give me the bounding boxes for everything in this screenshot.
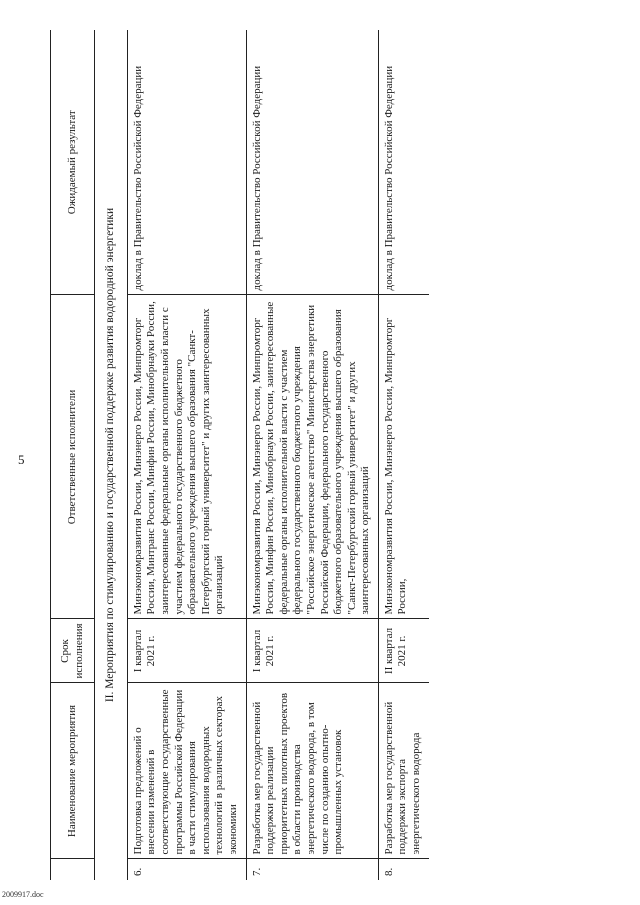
row-executors: Минэкономразвития России, Минэнерго России, Минпромторг России, [378, 295, 428, 619]
header-result: Ожидаемый результат [51, 30, 95, 295]
row-result: доклад в Правительство Российской Федерации [382, 65, 395, 291]
row-term: I квартал 2021 г. [127, 619, 246, 683]
footer-document-code: 2009917.doc [2, 890, 44, 899]
row-name: Разработка мер государственной поддержки экспорта энергетического водорода [378, 683, 428, 859]
table-row [378, 30, 428, 880]
row-number: 6. [127, 859, 246, 880]
table-header-row [51, 30, 95, 880]
header-executors: Ответственные исполнители [51, 295, 95, 619]
row-term: I квартал 2021 г. [246, 619, 378, 683]
table-row [246, 30, 378, 880]
table-row [127, 30, 246, 880]
row-number: 8. [378, 859, 428, 880]
row-result: доклад в Правительство Российской Федерации [127, 30, 246, 295]
header-name: Наименование мероприятия [51, 683, 95, 859]
header-term: Срок исполнения [51, 619, 95, 683]
section-row [95, 30, 128, 880]
row-name: Подготовка предложений о внесении изменений в соответствующие государственные программы Российской Федерации в части стимулирования использования водородных технологий в различных секторах экономики [127, 683, 246, 859]
row-executors: Минэкономразвития России, Минэнерго России, Минпромторг России, Минфин России, Минобрнауки России, заинтересованные федеральные органы исполнительной власти с участием федерального государственного бюджетного учреждения "Российское энергетическое агентство" Министерства энергетики Российской Федерации, федерального государственного бюджетного образовательного учреждения высшего образования "Санкт-Петербургский горный университет" и других заинтересованных организаций [246, 295, 378, 619]
row-name: Разработка мер государственной поддержки реализации приоритетных пилотных проектов в области производства энергетического водорода, в том числе по созданию опытно-промышленных установок [246, 683, 378, 859]
row-executors: Минэкономразвития России, Минэнерго России, Минпромторг России, Минтранс России, Минфин России, Минобрнауки России, заинтересованные федеральные органы исполнительной власти с участием федерального государственного бюджетного образовательного учреждения высшего образования "Санкт-Петербургский горный университет" и других заинтересованных организаций [127, 295, 246, 619]
measures-table [50, 30, 429, 880]
row-number: 7. [246, 859, 378, 880]
page-number: 5 [18, 452, 25, 467]
row-result: доклад в Правительство Российской Федерации [246, 30, 378, 295]
rotated-table-container [50, 30, 610, 880]
row-term: II квартал 2021 г. [378, 619, 428, 683]
section-title: II. Мероприятия по стимулированию и государственной поддержке развития водородной энергетики [95, 30, 128, 880]
header-num [51, 859, 95, 880]
